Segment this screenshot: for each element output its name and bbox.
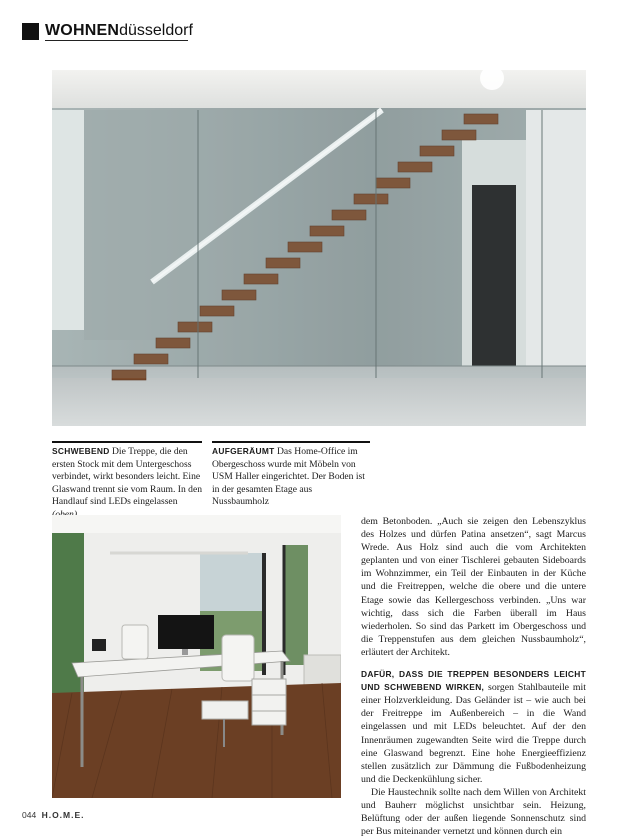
body-subhead: DAFÜR, DASS DIE TREPPEN BESONDERS LEICHT UND SCHWEBEND WIRKEN, (361, 669, 586, 693)
body-paragraph-1: dem Betonboden. „Auch sie zeigen den Lebenszyklus des Holzes und dürfen Patina ansetzen“, sagt Marcus Wrede. Aus Holz sind auch die vom Architekten geplanten und von einer Tischlerei gebauten Sideboards im Wohnzimmer, ein Teil der Einbauten in der Küche und die Freitreppen, welche die obere und die untere Etage sowie das Kellergeschoss verbinden. „Uns war wichtig, dass sich die Farben überall im Haus wiederholen. So sind das Parkett im Obergeschoss und die Treppenstufen aus dem gleichen Nussbaumholz“, erläutert der Architekt. (361, 516, 586, 658)
staircase-illustration (52, 70, 586, 426)
section-city: düsseldorf (119, 22, 193, 39)
body-paragraph-3: Die Haustechnik sollte nach dem Willen von Architekt und Bauherr möglichst unsichtbar sein. Heizung, Belüftung oder der außen liegende Sonnenschutz sind per Bus miteinander vernetzt und können durch ein (361, 786, 586, 838)
header-rule (45, 40, 188, 41)
page-footer (22, 810, 85, 820)
caption-home-office (212, 445, 370, 509)
header-square-mark (22, 23, 39, 40)
body-paragraph-2-text: sorgen Stahlbauteile mit einer Holzverkleidung. Das Geländer ist – wie auch bei der Freitreppe im Außenbereich – in die Wand eingelassen und mit LEDs beleuchtet. Auf der den Innenräumen zugewandten Seite wird die Treppe durch eine Glaswand begrenzt. Eine hohe Energieeffizienz stellen zusätzlich zur Dämmung die Fußbodenheizung und die Deckenkühlung sicher. (361, 682, 586, 785)
home-office-photo (52, 515, 341, 798)
home-office-illustration (52, 515, 341, 798)
caption-text: Die Treppe, die den ersten Stock mit dem Untergeschoss verbindet, wirkt besonders leicht. Eine Glaswand trennt sie vom Raum. In den Handlauf sind LEDs eingelassen (52, 446, 203, 508)
caption-rule-right (212, 441, 370, 443)
page-number: 044 (22, 810, 37, 820)
caption-rule-left (52, 441, 202, 443)
body-paragraph-2 (361, 668, 586, 786)
caption-lead: AUFGERÄUMT (212, 446, 275, 456)
article-body (361, 515, 586, 838)
magazine-name: H.O.M.E. (41, 810, 85, 820)
staircase-photo (52, 70, 586, 426)
caption-staircase (52, 445, 202, 522)
caption-text: Das Home-Office im Obergeschoss wurde mit Möbeln von USM Haller eingerichtet. Der Boden ist in der gesamten Etage aus Nussbaumholz (212, 446, 365, 508)
section-brand: WOHNEN (45, 22, 120, 39)
caption-lead: SCHWEBEND (52, 446, 110, 456)
